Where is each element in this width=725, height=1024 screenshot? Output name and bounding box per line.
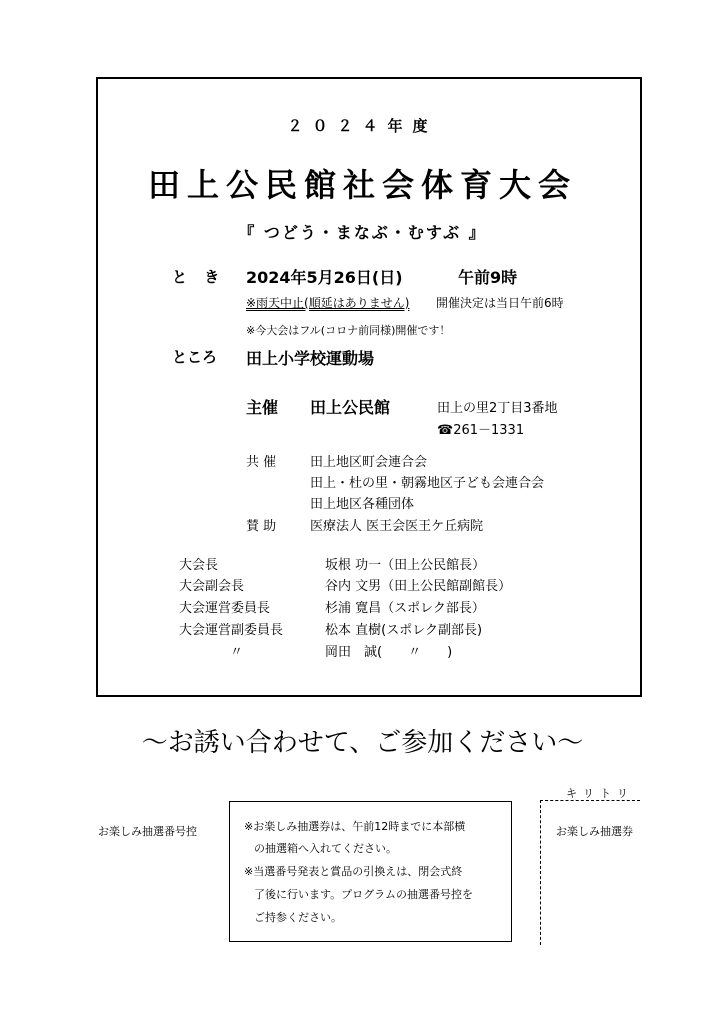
staff-name: 岡田 誠( 〃 ) bbox=[325, 645, 453, 660]
invitation-text: ～お誘い合わせて、ご参加ください～ bbox=[141, 728, 584, 758]
cosponsor-item: 田上・杜の里・朝霧地区子ども会連合会 bbox=[310, 476, 545, 491]
where-label: ところ bbox=[172, 348, 218, 366]
support-name: 医療法人 医王会医王ケ丘病院 bbox=[310, 519, 484, 534]
cosponsor-item: 田上地区各種団体 bbox=[310, 497, 415, 512]
slogan: 『 つどう・まなぶ・むすぶ 』 bbox=[238, 223, 487, 242]
cut-line-left[interactable] bbox=[540, 800, 541, 945]
organizer-address: 田上の里2丁目3番地 bbox=[437, 401, 558, 416]
lottery-note-line: 了後に行います。プログラムの抽選番号控を bbox=[254, 888, 474, 901]
when-label: と き bbox=[172, 268, 226, 286]
lottery-stub-label: お楽しみ抽選番号控 bbox=[98, 825, 197, 838]
staff-name: 松本 直樹(スポレク副部長) bbox=[325, 623, 483, 638]
lottery-note-line: ご持参ください。 bbox=[254, 911, 342, 924]
decision-note: 開催決定は当日午前6時 bbox=[436, 296, 564, 310]
event-year: ２０２４年度 bbox=[287, 117, 438, 135]
organizer-label: 主催 bbox=[246, 398, 279, 417]
cut-line-label: キリトリ bbox=[566, 787, 634, 800]
staff-name: 坂根 功一（田上公民館長） bbox=[325, 558, 486, 573]
lottery-ticket-label: お楽しみ抽選券 bbox=[556, 825, 633, 838]
lottery-note-line: ※当選番号発表と賞品の引換えは、閉会式終 bbox=[244, 865, 463, 878]
organizer-phone: ☎261－1331 bbox=[437, 423, 525, 438]
venue: 田上小学校運動場 bbox=[246, 349, 375, 368]
staff-role: 大会副会長 bbox=[179, 579, 245, 594]
event-date: 2024年5月26日(日) bbox=[246, 268, 403, 287]
staff-role: 大会運営委員長 bbox=[179, 601, 271, 616]
event-time: 午前9時 bbox=[458, 268, 518, 287]
lottery-note-line: ※お楽しみ抽選券は、午前12時までに本部横 bbox=[244, 820, 466, 833]
staff-role: 大会長 bbox=[179, 558, 219, 573]
lottery-note-line: の抽選箱へ入れてください。 bbox=[254, 842, 397, 855]
staff-role: 〃 bbox=[230, 645, 244, 660]
full-event-note: ※今大会はフル(コロナ前同様)開催です！ bbox=[246, 324, 451, 337]
cosponsor-label: 共 催 bbox=[246, 455, 277, 470]
staff-name: 谷内 文男（田上公民館副館長） bbox=[325, 579, 512, 594]
staff-name: 杉浦 寛昌（スポレク部長） bbox=[325, 601, 485, 616]
page-title: 田上公民館社会体育大会 bbox=[147, 166, 577, 204]
support-label: 賛 助 bbox=[246, 519, 277, 534]
cut-line-top[interactable] bbox=[540, 800, 640, 801]
staff-role: 大会運営副委員長 bbox=[179, 623, 284, 638]
organizer-name: 田上公民館 bbox=[310, 398, 391, 417]
rain-note: ※雨天中止(順延はありません) bbox=[246, 296, 410, 310]
cosponsor-item: 田上地区町会連合会 bbox=[310, 455, 428, 470]
